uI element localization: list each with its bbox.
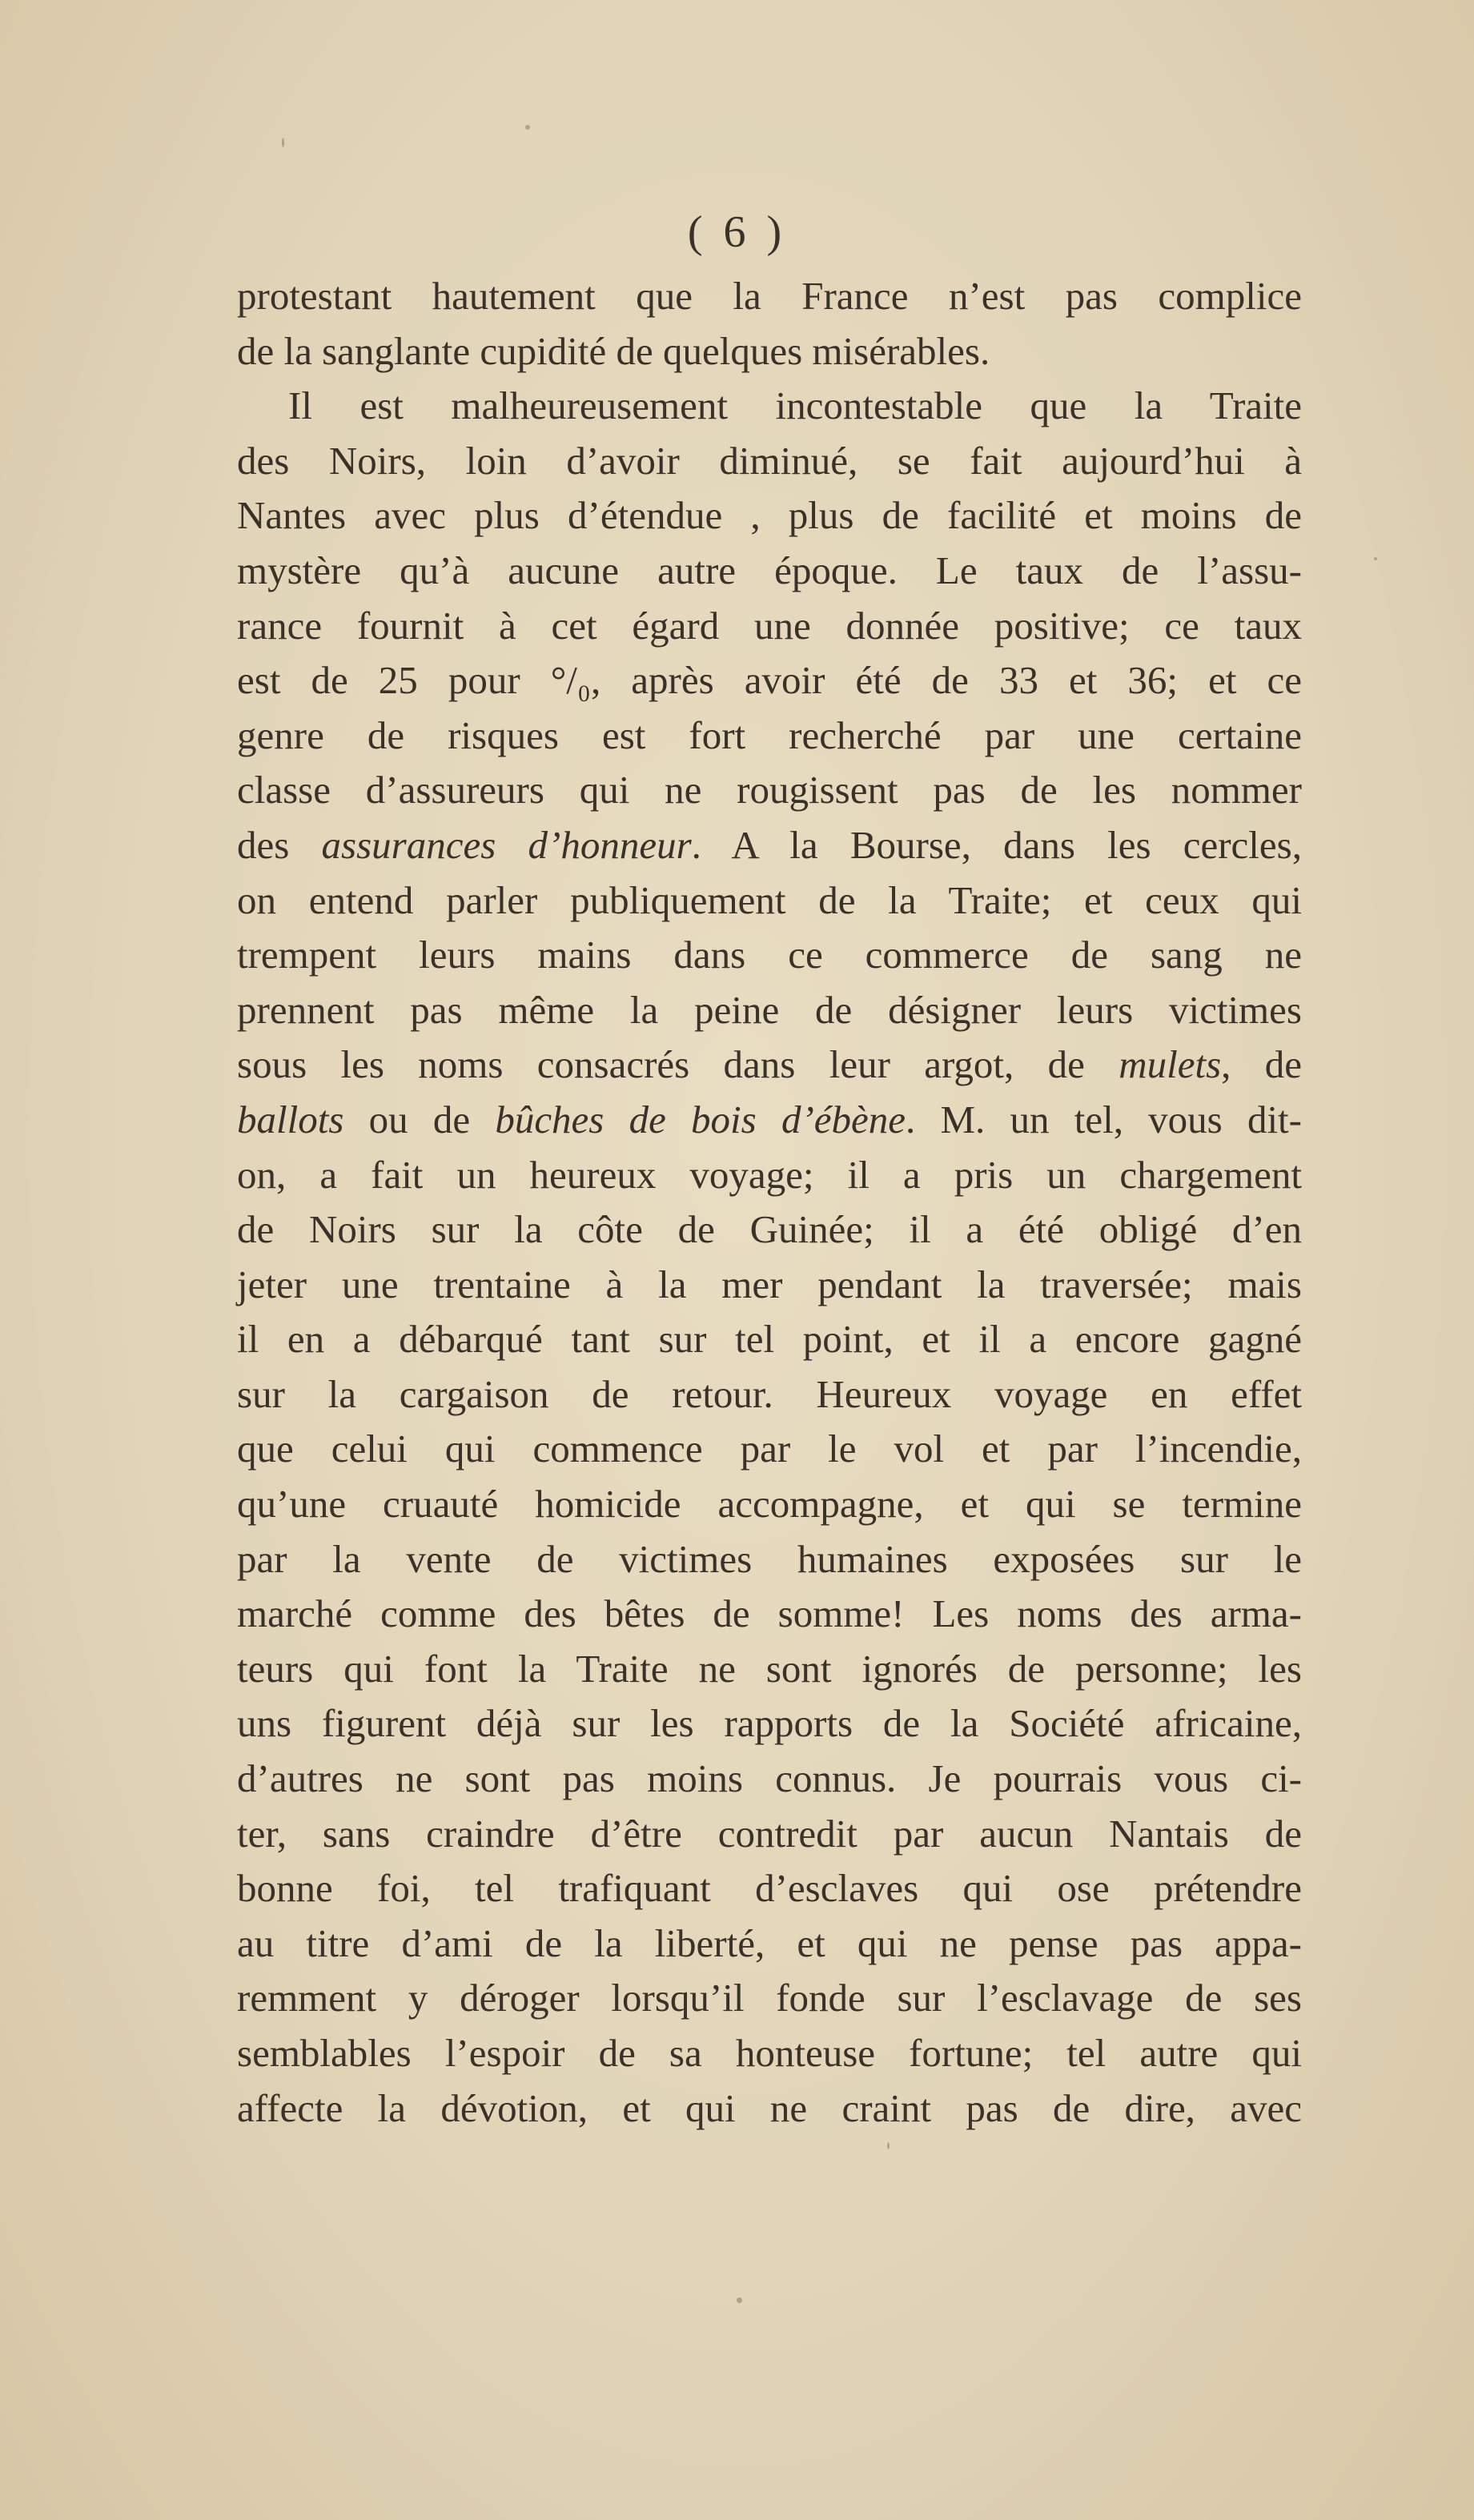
text-segment: ter, sans craindre d’être contredit par aucun Nantais de (237, 1811, 1302, 1856)
text-segment: il en a débarqué tant sur tel point, et il a encore gagné (237, 1317, 1302, 1362)
text-segment: mystère qu’à aucune autre époque. Le taux de l’assu- (237, 548, 1302, 592)
text-line (237, 653, 1302, 708)
text-segment: que celui qui commence par le vol et par l’incendie, (237, 1427, 1302, 1471)
text-segment: d’autres ne sont pas moins connus. Je pourrais vous ci- (237, 1756, 1302, 1801)
text-line (237, 818, 1302, 873)
text-segment: prennent pas même la peine de désigner leurs victimes (237, 987, 1302, 1032)
text-segment: est de 25 pour °/₀, après avoir été de 33 et 36; et ce (237, 658, 1302, 703)
text-line (237, 1916, 1302, 1972)
text-line (237, 1807, 1302, 1862)
text-line (237, 1752, 1302, 1807)
text-line (237, 873, 1302, 929)
text-line (237, 2026, 1302, 2081)
text-line (237, 708, 1302, 764)
text-segment: on, a fait un heureux voyage; il a pris un chargement (237, 1152, 1302, 1197)
text-segment: classe d’assureurs qui ne rougissent pas de les nommer (237, 768, 1302, 813)
text-line (237, 1587, 1302, 1642)
text-line (237, 1422, 1302, 1477)
text-segment: protestant hautement que la France n’est pas complice (237, 274, 1302, 318)
italic-text: ballots (237, 1097, 344, 1142)
text-segment: des (237, 822, 322, 867)
text-segment: semblables l’espoir de sa honteuse fortune; tel autre qui (237, 2031, 1302, 2075)
text-line (237, 763, 1302, 818)
text-line (237, 1202, 1302, 1258)
text-line (237, 324, 1302, 379)
text-segment: remment y déroger lorsqu’il fonde sur l’esclavage de ses (237, 1976, 1302, 2020)
text-line (237, 1532, 1302, 1587)
italic-text: mulets (1119, 1042, 1222, 1087)
text-line (237, 544, 1302, 599)
text-line (237, 1696, 1302, 1752)
text-line (237, 1477, 1302, 1532)
text-line (237, 1093, 1302, 1148)
text-segment: au titre d’ami de la liberté, et qui ne pense pas appa- (237, 1920, 1302, 1965)
text-segment: marché comme des bêtes de somme! Les noms des arma- (237, 1591, 1302, 1636)
text-segment: de Noirs sur la côte de Guinée; il a été obligé d’en (237, 1207, 1302, 1252)
text-line (237, 269, 1302, 324)
text-line (237, 379, 1302, 434)
text-segment: qu’une cruauté homicide accompagne, et qui se termine (237, 1482, 1302, 1527)
text-segment: on entend parler publiquement de la Traite; et ceux qui (237, 877, 1302, 922)
text-segment: jeter une trentaine à la mer pendant la traversée; mais (237, 1262, 1302, 1306)
text-segment: teurs qui font la Traite ne sont ignorés de personne; les (237, 1646, 1302, 1691)
text-line (237, 488, 1302, 544)
text-line (237, 1312, 1302, 1367)
page-number: ( 6 ) (687, 207, 787, 257)
text-line (237, 1861, 1302, 1916)
text-line (237, 2081, 1302, 2137)
text-segment: genre de risques est fort recherché par une certaine (237, 712, 1302, 757)
text-line (237, 928, 1302, 983)
text-segment: . A la Bourse, dans les cercles, (691, 822, 1302, 867)
text-line (237, 1367, 1302, 1423)
text-segment: uns figurent déjà sur les rapports de la Société africaine, (237, 1701, 1302, 1746)
paper-speck (282, 138, 284, 147)
text-segment: bonne foi, tel trafiquant d’esclaves qui ose prétendre (237, 1866, 1302, 1911)
text-line (237, 983, 1302, 1038)
paper-speck (737, 2297, 742, 2303)
text-segment: trempent leurs mains dans ce commerce de sang ne (237, 933, 1302, 977)
text-segment: ou de (343, 1097, 496, 1142)
text-segment: par la vente de victimes humaines exposées sur le (237, 1536, 1302, 1581)
text-line (237, 599, 1302, 654)
italic-text: assurances d’honneur (321, 822, 692, 867)
text-line (237, 434, 1302, 489)
text-segment: Il est malheureusement incontestable que la Traite (288, 383, 1302, 428)
body-text (237, 269, 1302, 2136)
text-line (237, 1258, 1302, 1313)
text-line (237, 1971, 1302, 2026)
text-line (237, 1037, 1302, 1093)
italic-text: bûches de bois d’ébène (495, 1097, 906, 1142)
text-segment: sous les noms consacrés dans leur argot, de (237, 1042, 1119, 1087)
text-segment: de la sanglante cupidité de quelques misérables. (237, 328, 990, 373)
paper-speck (1374, 557, 1377, 560)
text-segment: sur la cargaison de retour. Heureux voyage en effet (237, 1371, 1302, 1416)
text-line (237, 1148, 1302, 1203)
text-segment: affecte la dévotion, et qui ne craint pas de dire, avec (237, 2085, 1302, 2130)
paper-speck (525, 125, 530, 130)
paper-speck (887, 2142, 890, 2149)
text-segment: , de (1221, 1042, 1302, 1087)
text-segment: Nantes avec plus d’étendue , plus de facilité et moins de (237, 493, 1302, 538)
text-segment: rance fournit à cet égard une donnée positive; ce taux (237, 603, 1302, 648)
text-segment: . M. un tel, vous dit- (906, 1097, 1302, 1142)
text-segment: des Noirs, loin d’avoir diminué, se fait aujourd’hui à (237, 438, 1302, 483)
text-line (237, 1642, 1302, 1697)
